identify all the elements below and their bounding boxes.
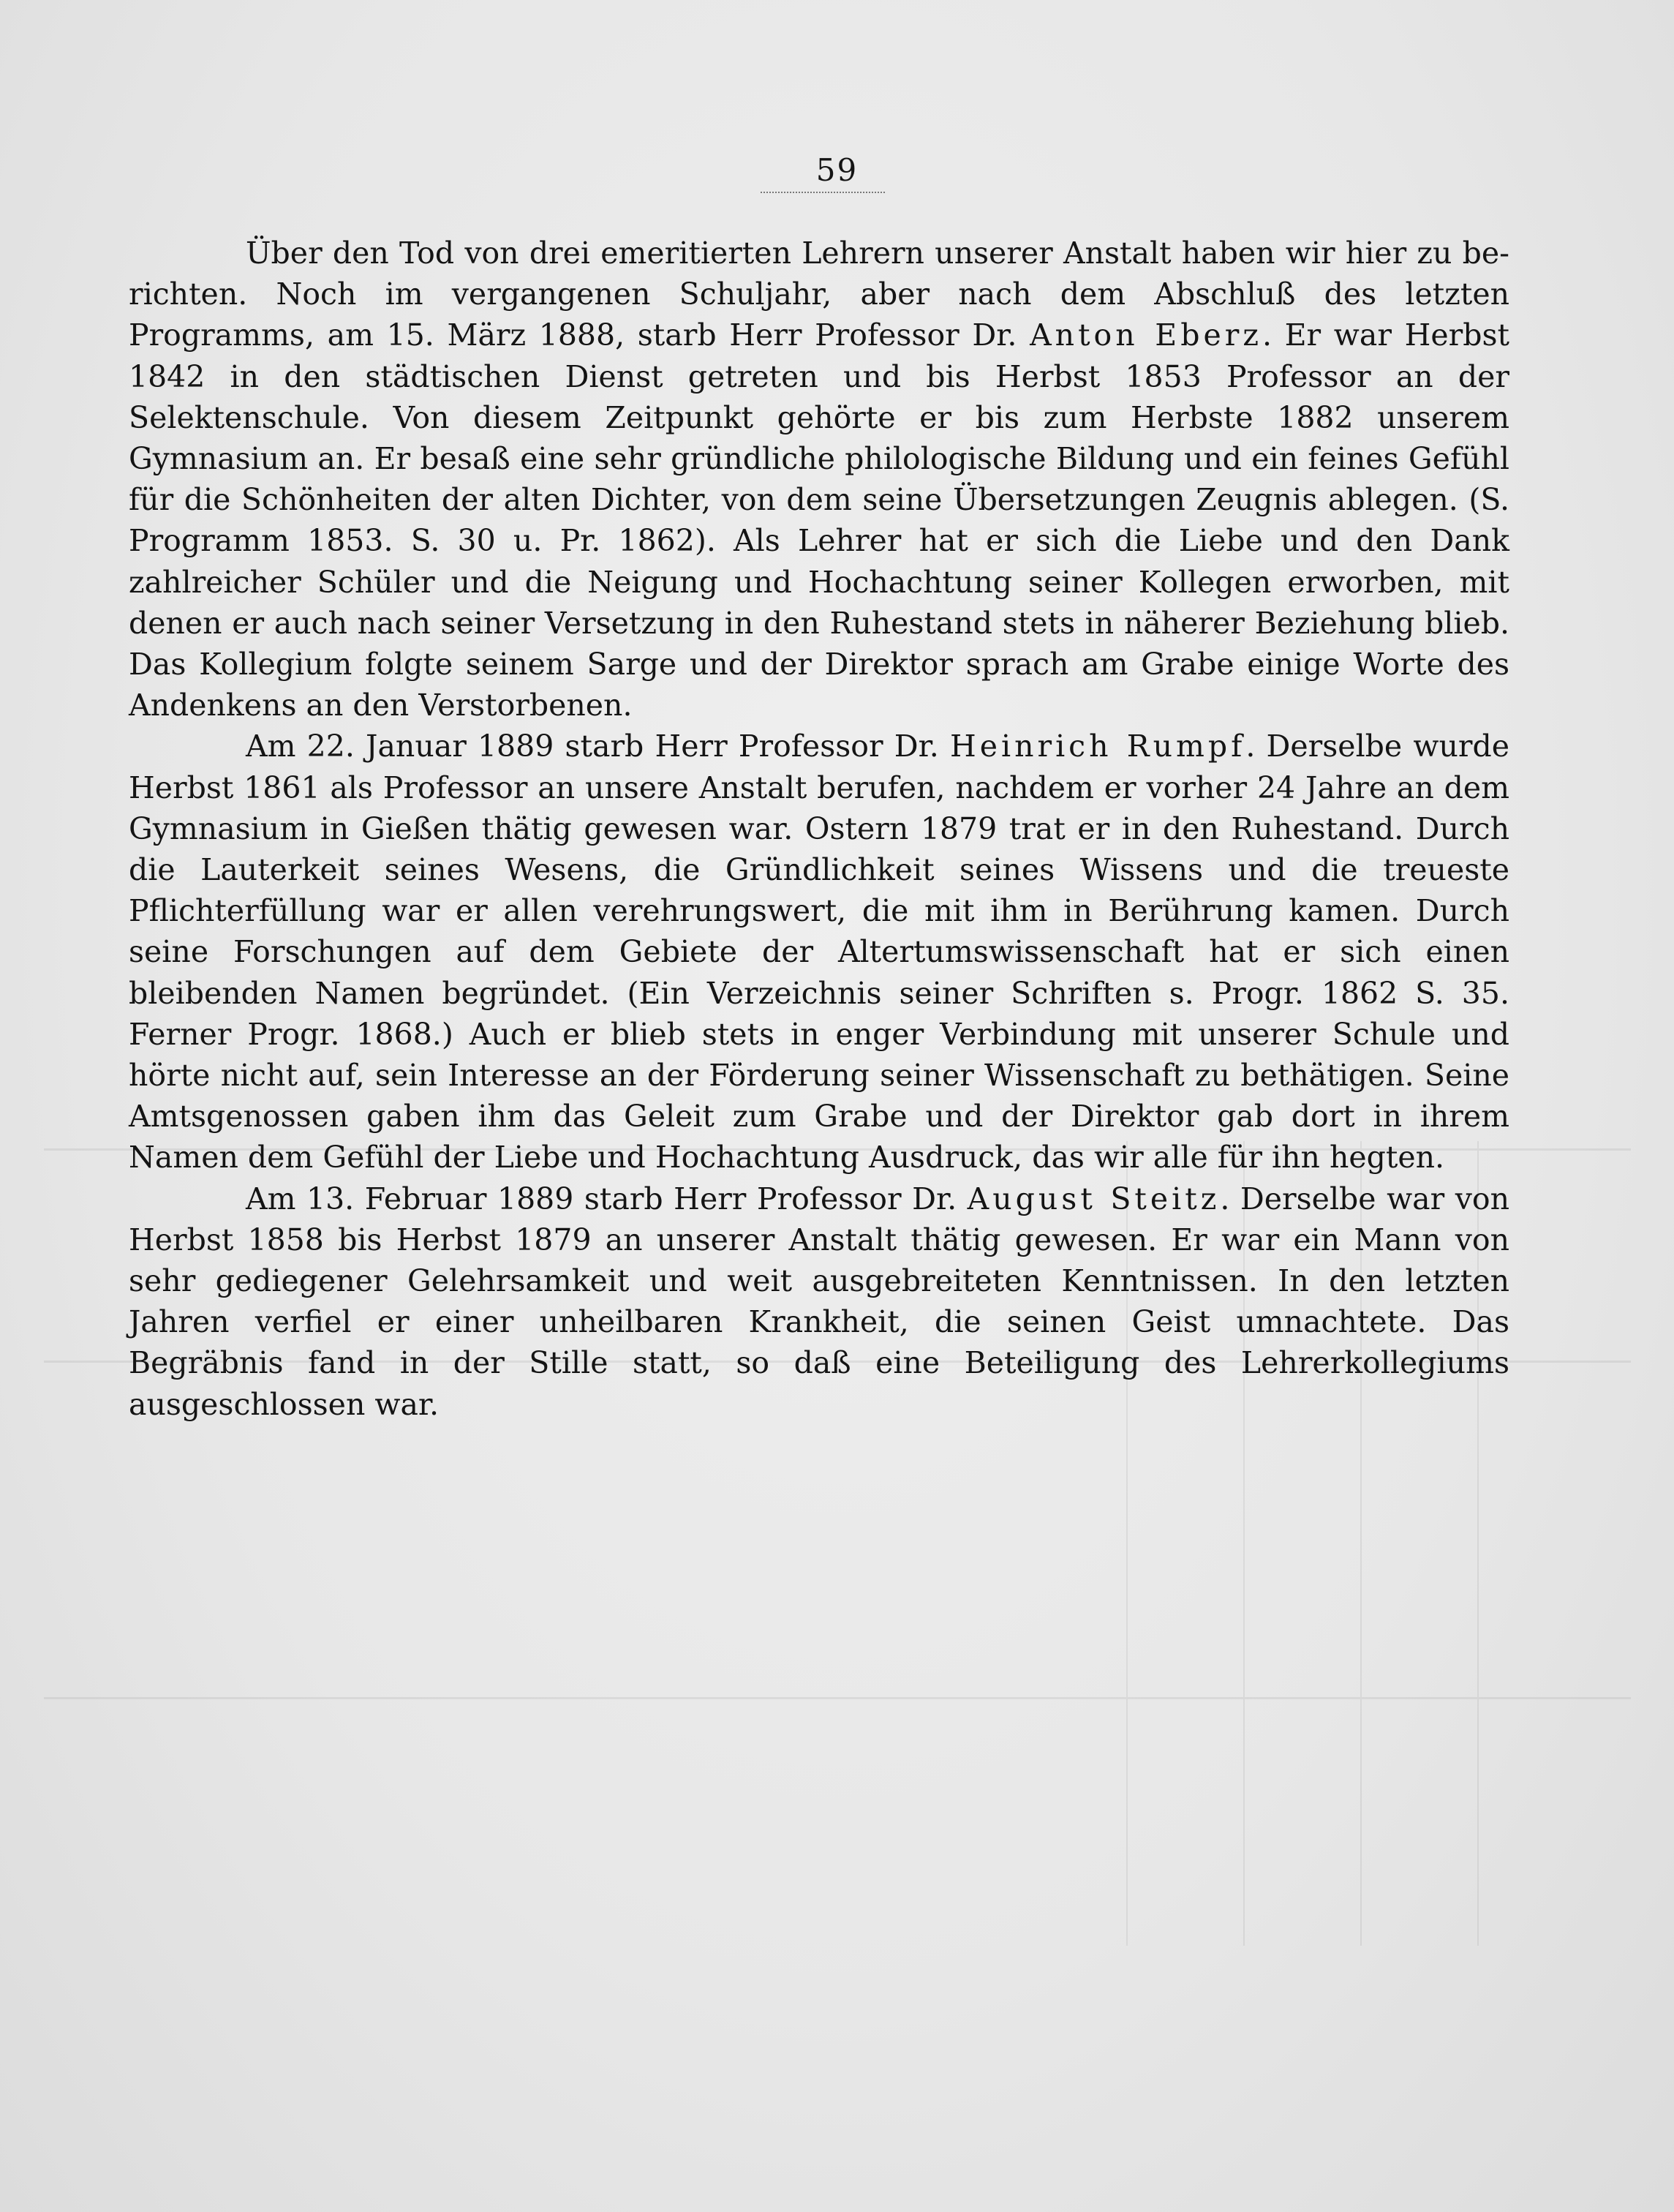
body-text bbox=[129, 233, 1509, 1425]
person-name-rumpf: Heinrich Rumpf bbox=[949, 729, 1246, 764]
paragraph-rumpf bbox=[129, 726, 1509, 1178]
person-name-eberz: Anton Eberz bbox=[1030, 317, 1262, 353]
paragraph-text: . Derselbe wurde Herbst 1861 als Professor an unsere Anstalt berufen, nachdem er vorher 24 Jahre an dem Gymnasium in Gießen thätig gewesen war. Ostern 1879 trat er in den Ruhestand. Durch die Lauterkeit seines Wesens, die Gründlichkeit seines Wissens und die treueste Pflichterfüllung war er allen verehrungswert, die mit ihm in Berührung kamen. Durch seine Forschungen auf dem Gebiete der Altertumswissenschaft hat er sich einen bleibenden Namen begründet. (Ein Verzeichnis seiner Schriften s. Progr. 1862 S. 35. Ferner Progr. 1868.) Auch er blieb stets in enger Verbindung mit unserer Schule und hörte nicht auf, sein Interesse an der Förderung seiner Wissenschaft zu bethätigen. Seine Amtsgenossen gaben ihm das Geleit zum Grabe und der Direktor gab dort in ihrem Namen dem Gefühl der Liebe und Hochachtung Ausdruck, das wir alle für ihn hegten. bbox=[129, 729, 1509, 1175]
paragraph-steitz bbox=[129, 1178, 1509, 1425]
paragraph-text: Am 22. Januar 1889 starb Herr Professor Dr. bbox=[246, 729, 950, 764]
paragraph-text: . Derselbe war von Herbst 1858 bis Herbst 1879 an unserer Anstalt thätig gewesen. Er war ein Mann von sehr gediegener Gelehrsamkeit und weit ausgebreiteten Kenntnissen. In den letzten Jahren verfiel er einer unheilbaren Krankheit, die seinen Geist umnachtete. Das Begräbnis fand in der Stille statt, so daß eine Beteiligung des Lehrerkollegiums ausgeschlossen war. bbox=[129, 1181, 1509, 1422]
person-name-steitz: August Steitz bbox=[967, 1181, 1221, 1216]
paragraph-eberz bbox=[129, 233, 1509, 726]
page-number: 59 bbox=[815, 152, 859, 188]
paragraph-text: . Er war Herbst 1842 in den städtischen Dienst getreten und bis Herbst 1853 Professor an der Selektenschule. Von diesem Zeitpunkt gehörte er bis zum Herbste 1882 unserem Gymnasium an. Er besaß eine sehr gründliche philologische Bildung und ein feines Gefühl für die Schönheiten der alten Dichter, von dem seine Übersetzungen Zeugnis ablegen. (S. Programm 1853. S. 30 u. Pr. 1862). Als Lehrer hat er sich die Liebe und den Dank zahlreicher Schüler und die Neigung und Hochachtung seiner Kollegen erworben, mit denen er auch nach seiner Versetzung in den Ruhestand stets in näherer Beziehung blieb. Das Kollegium folgte seinem Sarge und der Direktor sprach am Grabe einige Worte des Andenkens an den Verstorbenen. bbox=[129, 317, 1509, 723]
page-number-ornament bbox=[761, 192, 885, 193]
paragraph-text: Über den Tod von drei emeritierten Lehrern unserer Anstalt haben wir hier zu berichten. Noch im vergangenen Schuljahr, aber nach dem Abschluß des letzten Programms, am 15. März 1888, starb Herr Professor Dr. bbox=[129, 236, 1509, 353]
paragraph-text: Am 13. Februar 1889 starb Herr Professor Dr. bbox=[246, 1181, 968, 1216]
